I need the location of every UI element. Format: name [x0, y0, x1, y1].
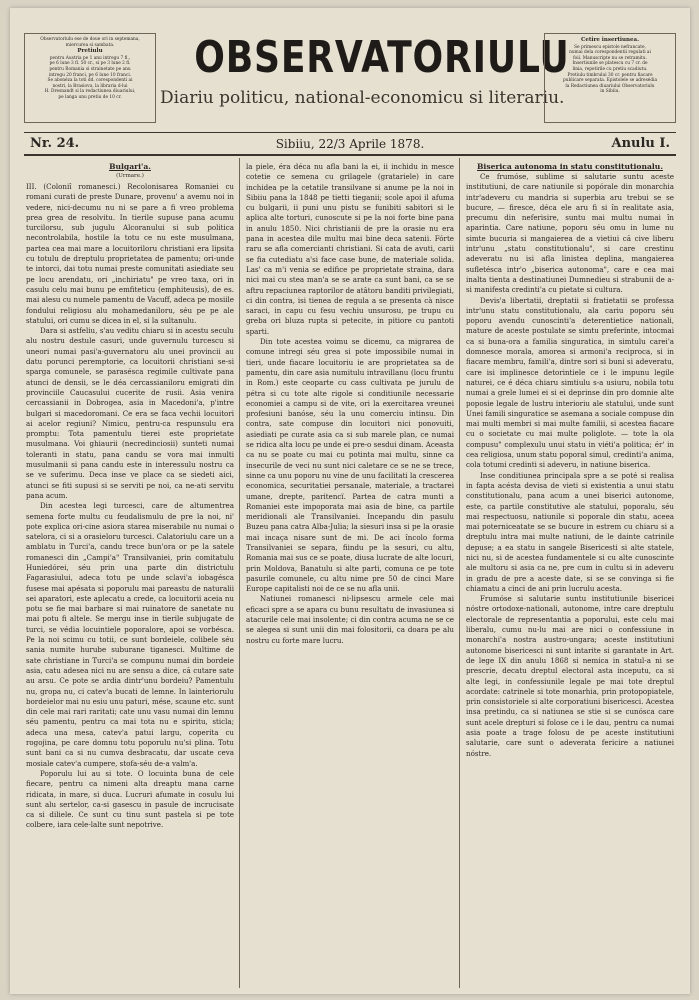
- insertion-line: numai dela corespondentii regulati ai: [569, 50, 651, 56]
- header-rule-bottom: [24, 154, 676, 156]
- subscription-line: pe 6 lune 3 fl. 50 cr., si pe 3 lune 2 fl.: [49, 61, 131, 67]
- continuation-note: (Urmare.): [116, 173, 144, 179]
- paragraph: Din acestea legi turcesci, care de altumentrea semena forte multu cu feudalismulu de pre la noi, ni' pote explica ori-cine asiora starea miserabile nu numai o satelora, ci si a orasieloru turcesci. Calatoriulu care un a amblatu in Turci'a, candu trece bun'ora or pe la satele romanesci din „Campi'a" Transilvaniei, prin comitatulu Huniedórei, séu prin una parte din districtulu Fagarasiului, adeca totu pe unde sclavi'a iobagésca fusese mai apésata si poporulu mai pareastu de naturalii sei aparatori, este aplecatu a crede, ca locuitorii aceia nu potu se fie mai barbare si mai ruinatore de sanetate nu mai potu fi altele. Se mergu inse in tierile subjugate de turci, se védia locuintiele poporalore, apoi se vorbésca. Pe la noi scimu cu totii, ce sunt bordeiele, colibele séu sania numite hurube suburane tiganesci. Multime de sate christiane in Turci'a se compunu numai din bordeie asia, catu adesea nici nu are sensu a dice, că cutare sate au arsu. Ce pote se ardia dintr'unu bordeiu? Pamentulu nu, gropa nu, ci catev'a bucati de lemne. In lainteriorulu bordeielor mai nu esiu unu paturi, mése, scaune etc. sunt din cele mai rari raritati; cate unu vasu numai din lemnu séu pamentu, pentru ca mai tota nu e spiritu, sticla; adeca una mesa, catev'a patui largu, coperita cu rogojina, pe care domnu totu poporulu nu'si plina. Totu sunt bani ca si nu cumva desbracatu, dar uscate ceva mosiale catev'a cumpere, stofa-séu de-a valm'a.: [26, 501, 234, 768]
- insertion-line: foii. Manuscripte nu se retramitu.: [573, 55, 647, 61]
- newspaper-subtitle: Diariu politicu, national-economicu si literariu.: [160, 88, 565, 108]
- insertion-line: publicare separata. Epistolele se adresédia: [562, 78, 658, 84]
- paragraph: Inse conditiunea principala spre a se poté si realisa in fapta acésta devisa de vieti si existentia a unui statu constitutionalu, pana acum a unei biserici autonome, este, ca partile constitutive ale statului, poporalu, séu mai respectuosu, natiunile si poporale din statu, aceea mai poterniceatate se se bucure in estrem cu chiaru si a dreptulu intra mai multe natiuni, de le dainte catrinile depuse; a ea statu in sangele Bisericesti si alte statele, nici nu, si de acestea fundamentele si cu alte cunoscinte ale multoru si asia ca ne, pre cum in cultu si in adeveru in gradu de pre a aceste date, si se se convinga si fie chiamatu a cinci de ani prin lucrulu acesta.: [466, 470, 674, 593]
- subscription-line: Se abonéza la toti dd. corespondenti ai: [47, 78, 133, 84]
- article-heading-bulgaria: Bulgari'a.: [109, 162, 151, 171]
- issue-number: Nr. 24.: [30, 136, 80, 151]
- insertion-line: Pretiulu timbrului 30 cr. pentru fiacare: [567, 72, 653, 78]
- paragraph: Ce frumóse, sublime si salutarie suntu aceste institutiuni, de care natiunile si popórale din monarchia intr'adeveru cu mandria si superbia aru trebui se se bucure, — firesce, déca ele aru fi si în realitate asia, precumu din neferisire, suntu mai multu numai în aparintia. Care natiune, poporu séu omu in lume nu simte bucuria si mangaierea de a vietiui că cive liberu intr'unu „statu constitutionalu", si care crestinu adeveratu nu isi afla linistea deplina, mangaierea sufletésca intr'o „biserica autonoma", care e cea mai inalta tienta a destinatiunei Dumnedieu si strabunii de a-si manifesta credinti'a cu pietate si cultura.: [466, 172, 674, 295]
- paragraph: Poporulu lui au si tote. O locuinta buna de cele fiecare, pentru ca nimeni alta dreaptu mana carne ridicata, in mare, si duca. Lucruri afumate in cosulu lui sunt alu sertelor, ca-si gasescu in pasule de incrucisate ca si diliele. Ce sunt cu tinu sunt pastela si pe tote colbere, iara cele-lalte sunt nepotrive.: [26, 768, 234, 830]
- newspaper-page: [10, 8, 690, 994]
- subscription-box: [24, 33, 156, 123]
- paragraph: Dara si astfeliu, s'au veditu chiaru si in acestu seculu alu nostru destule casuri, unde guvernulu turcescu si uneori numai pasi'a-guvernatoru alu unei provincii au datu porunci peremptorie, ca locuitorii christiani se-si sparga comunele, se parasésca regimile cultivate pana atunci de densii, se le déa cercassianiloru emigrati din provinciile Caucasului cucerite de rusii. Asia venira cercassianii in Dobrogea, asia in Macedoni'a, p'intre bulgari si macedoromani. Ce era se faca vechii locuitori ai acelor regiuni? Nimicu, pentru-ca respunsulu era promptu: Tota pamentulu tierei este proprietate musulmana. Voi ghiaurii (necredinciosii) sunteti numai toleranti in statu, pana candu se vora mai inmulti musulmanii si pana candu este in interessulu nostru ca se ve suferimu. Deca inse ve place ca se siedeti aici, atunci se fiti supusi si se serviti pe noi, ca ne-ati servitu pana acum.: [26, 326, 234, 500]
- insertion-heading: Cetire insertiunea.: [580, 37, 639, 43]
- subscription-line: pentru Austria pe 1 anu intregu 7 fl.,: [49, 55, 131, 61]
- subscription-heading: Pretiulu: [77, 48, 103, 55]
- newspaper-title: OBSERVATORIULU: [194, 32, 570, 83]
- subscription-line: pentru Romania si strainetate pe anu: [49, 66, 131, 72]
- article-heading-church: Biserica autonoma in statu constitutionalu.: [477, 162, 663, 171]
- column-bulgaria: [26, 162, 234, 986]
- subscription-line: intregu 20 franci, pe 6 lune 10 franci.: [48, 72, 132, 78]
- masthead: [160, 32, 570, 108]
- insertion-line: Insertiunile se platescu cu 7 cr. de: [572, 61, 648, 67]
- subscription-line: pe langa unu pretiu de 10 cr.: [58, 94, 122, 100]
- paragraph: Din tote acestea voimu se dicemu, ca migrarea de comune intregi séu grea si pote impossibile numai in tieri, unde fiacare locuitoriu ie are proprietatea sa de pamentu, din care asia numitulu intravillanu (locu fruntu in Rom.) este ceoparte cu cass cultivata pe jurulu de pétra si cu tote alte rigole si conditiunile necessarie economiei a campu si de vite, ori la exercitarea vreunei profesiuni banóse, séu la unu comerciu intinsu. Din contra, sate compuse din locuitori nici ponovuiti, asiediati pe curate asia ca si sub marele plan, ce numai se ridica alta locu pe unde ei pre-o sesdui dinam. Aceasta ca nu se poate cu mai cu potinta mai multu, sinne ca insecurile de veci nu sunt nici caletare ce se ne se trece, sinne ca unu poporu nu vine de unu facilitati la crescerea economica, securitatiei persanale, materiale, a tractarei umane, drepte, paritencï. Partea de catra munti a Romaniei este impoporata mai asia de bine, ca partile meridionali ale Transilvaniei. Incepandu din pasulu Buzeu pana catra Alba-Julia; la siesuri insa si pe la orasie mai incaça nisare sunt de mi. De aci încolo forma Transilvaniei se separa, fiindu pe la sesuri, cu altu, Romania mai sus ce se poate, diusa lucrate de alte locuri, prin Moldova, Banatulu si alte parti, comuna ce pe tote pasurile comunele, cu altu nime pre 50 de cinci Mare Europe capitalisti noi de ce se nu afla unii.: [246, 337, 454, 594]
- subscription-intro: Observatoriulu ese de doue ori in septemana, miercurea si sambata.: [40, 37, 140, 48]
- insertion-line: linia, repetirile cu pretiu scadiutu.: [572, 66, 648, 72]
- header-rule-top: [24, 132, 676, 133]
- paragraph: la piele, éra déca nu afla bani la ei, ii inchidu in mesce cotetie ce semena cu grilagele (gratariele) in care inchidea pe la cetatile transilvane si anume pe la noi in Sibiiu pana la 1848 pe tietti tieganii; scole apoi il afuma cu bulgarii, ii puni unu pistu se funibiti sabitori si le aplica alte torturi, cunoscute si pe la noi forte bine pana in anulu 1850. Nici christianii de pre la orasie nu era pana in acestea dile multu mai bine deca satenii. Fórte raru se afla comercianti christiani. Si cata de avuti, carii se fia cutediatu a'si face case bune, de materiale solida. Las' ca m'i venia se edifice pe proprietate straina, dara nici mai cu stea man'a se se arate ca sunt bani, ca se se aftru repaciunea raptorilor de atâtoru banditi privilegiati, ci din contra, isi tienea de regula a se presenta cà nisce saraci, in capu cu fesu vechiu unsurosu, pe trupu cu greba ori bluza rupta si petecite, in pitiore cu pantoti sparti.: [246, 162, 454, 336]
- issue-year: Anulu I.: [611, 136, 670, 151]
- paragraph: Devis'a libertatii, dreptatii si fratietatii se professa intr'unu statu constitutionalu, ala cariu poporu séu poporu avendu cunoscinti'a deterentietice nationali, mature de aceste postulate se simtu preferinte, intocmai ca si buna-ora a familia singuratica, in simtulu carei'a domnesce morala, amorea si armoni'a reciproca, si in fiacare membru, famili'a, dintre sori si buni si adeveratu, care isi implinesce detorintiele ce i le impunu legile naturei, ce é déca chiaru simtiulu s-a usiuru, nobila totu numai a grele lumei ei si ei deprinse din pro domnie alte poposie legale de lustru interioriu ale statului, unde sunt Unei famili singuratice se asemana a sociale compuse din mai multi membri si mai multe familii, si acestea fiacare cu o societate cu mai multe poliglote. — tote la ola compusu" complexulu unui statu in viéti'a politica; ér' in cea religiosa, unum statu poporal simul, credinti'a anima, cola totumi credinti si adeveru, in natiune biserica.: [466, 295, 674, 470]
- subscription-line: nostri, la Brasiovu, la libraria d-lui: [52, 83, 128, 89]
- column-middle: [246, 162, 454, 986]
- paragraph: Frumóse si salutarie suntu institutiunile bisericei nóstre ortodoxe-nationali, autonome, intre care dreptulu electorale de representantia a poporului, este celu mai liberalu, cumu nu-lu mai are nici o confessiune in monarchi'a nostra austro-ungara; aceste institutiuni autonome bisericesci ni sunt intarite si garantate in Art. de lege IX din anulu 1868 si nemica in statul-a ni se prescrie, decatu dreptul electoral asta inceputu, ca si alte legi, in confessiunile legale pe mai tote dreptul acordate: catrinele si tote monarhia, prin protopopiatele, prin consistoriele si alte corporatiuni bisericesci. Acestea insa pretindu, ca si natiunea se stie si se cunósca care sunt acele drepturi si folose ce i le dau, pentru ca numai asia poate a trage folosu de pe aceste institutiuni salutarie, care sunt o adeverata fericire a natiunei nóstre.: [466, 594, 674, 758]
- insertion-line: la Redactiunea diuariului Observatoriulu: [565, 83, 655, 89]
- issue-line: [30, 136, 670, 152]
- insertion-line: Se primescu epistole nefrancate,: [574, 44, 646, 50]
- insertion-line: in Sibiiu.: [600, 89, 620, 95]
- issue-date: Sibiiu, 22/3 Aprile 1878.: [275, 137, 425, 151]
- column-divider: [239, 158, 240, 988]
- subscription-line: H. Dresnandt si la redactiunea diuariului,: [44, 89, 136, 95]
- column-church: [466, 162, 674, 986]
- paragraph: III. (Coloniî romanesci.) Recolonisarea Romaniei cu romani curati de preste Dunare, provenu' a avemu noi in vedere, nici-decumu nu ni se pare a fi vreo problema prea grea de resolvitu. In tierile supuse pana acumu turcilorsu, sub jugulu Alcoranului si sub politica necontrolabila, hostile la totu ce nu este musulmana, partea cea mai mare a locuitoriloru christiani era lipsita cu totulu de dreptulu proprietatea de pamentu; ori-unde te intorci, dai totu numai preste comunitati asiediate seu pe locu arendatu, ori „inchiriatu" pe vreo taxa, ori in casulu celu mai bunu pe emfiteticu (emphiteusis), de es. mai alesu cu numele pamentu de Vacuff, adeca pe mosiile fondului religiosu alu mohamedaniloru, séu pe pe ale statului, ori cumu se dicea in el, si la sultanulu.: [26, 182, 234, 325]
- paragraph: Natiunei romanesci ni-lipsescu armele cele mai eficaci spre a se apara cu bunu resultatu de invasiunea si atacurile cele mai insolente; ci din contra acuma ne se ce se alegea si sunt unii din mai folositorii, ca doara pe alu nostru cu forte mare lucru.: [246, 594, 454, 645]
- insertion-box: [544, 33, 676, 123]
- column-divider: [459, 158, 460, 988]
